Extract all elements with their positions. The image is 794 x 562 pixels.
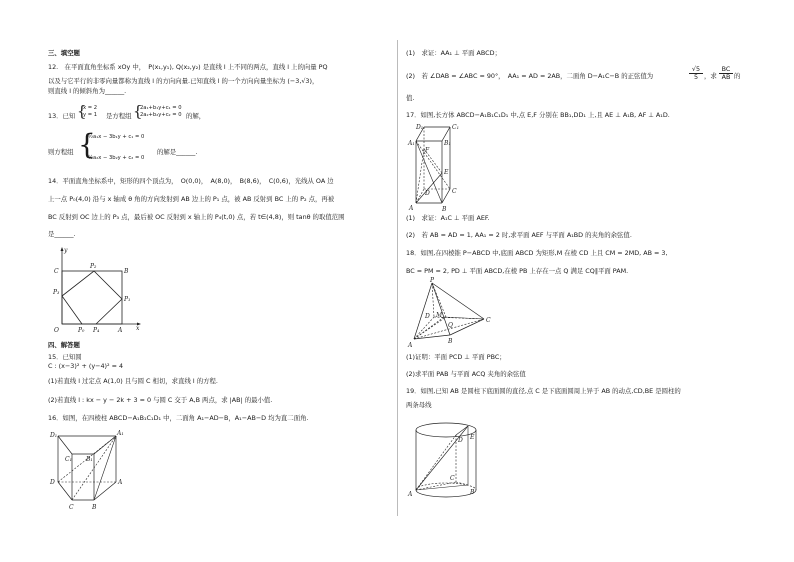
label-P4: P₄ bbox=[93, 327, 100, 334]
label-D: D bbox=[425, 190, 430, 197]
label-P0: P₀ bbox=[78, 327, 85, 334]
q16-figure bbox=[50, 428, 140, 512]
label-B1: B₁ bbox=[86, 456, 93, 463]
seg-AE bbox=[416, 426, 468, 490]
q13-suffix3: 的解是______. bbox=[157, 148, 198, 156]
section-answer-title: 四、解答题 bbox=[48, 341, 80, 349]
label-B: B bbox=[92, 504, 97, 511]
label-F: F bbox=[425, 147, 430, 154]
label-C1: C₁ bbox=[452, 124, 459, 131]
q14-line2: 上一点 P₀(4,0) 沿与 x 轴成 θ 角的方向发射到 AB 边上的 P₁ 点，被 AB 反射到 BC 上的 P₂ 点，再被 bbox=[48, 195, 335, 203]
label-A1: A₁ bbox=[117, 430, 124, 437]
q12-line1: 12. 在平面直角坐标系 xOy 中， P(x₁,y₁), Q(x₂,y₂) 是直线 l 上不同的两点，直线 l 上的向量 PQ bbox=[48, 63, 328, 71]
q12-line3: 则直线 l 的倾斜角为______. bbox=[48, 87, 127, 95]
label-A: A bbox=[408, 491, 413, 498]
q17-part2: (2) 若 AB = AD = 1, AA₁ = 2 时,求平面 AEF 与平面 A₁BD 的夹角的余弦值. bbox=[406, 231, 632, 239]
q17-figure bbox=[410, 121, 480, 213]
label-D1: D₁ bbox=[50, 432, 58, 439]
label-P: P bbox=[430, 277, 435, 284]
sine-fraction-num: √5 bbox=[689, 66, 703, 74]
label-D: D bbox=[425, 313, 430, 320]
q15-line2: C : (x−3)² + (y−4)² = 4 bbox=[48, 362, 124, 370]
sine-fraction-den: 5 bbox=[693, 73, 699, 81]
seg-AQ bbox=[414, 317, 444, 339]
light-path bbox=[62, 271, 122, 324]
label-A1: A₁ bbox=[408, 140, 415, 147]
label-E: E bbox=[470, 434, 475, 441]
label-P1: P₁ bbox=[124, 296, 131, 303]
q13-eq-a: 2a₁+b₁y+c₁ = 0 bbox=[140, 105, 182, 111]
q16-part2-a: (2) 若 ∠DAB = ∠ABC = 90°， AA₁ = AD = 2AB，二面角 D−A₁C−B 的正弦值为 bbox=[406, 72, 654, 80]
bottom-circle-front bbox=[416, 490, 476, 497]
label-D1: D₁ bbox=[416, 124, 424, 131]
q19-line2: 两条母线 bbox=[406, 401, 432, 409]
q18-part1: (1)证明：平面 PCD ⊥ 平面 PBC； bbox=[406, 353, 506, 361]
right-column bbox=[406, 0, 750, 562]
label-D: D bbox=[458, 437, 463, 444]
q14-line3: BC 反射到 OC 边上的 P₃ 点，最后被 OC 反射到 x 轴上的 P₄(t,0) 点，若 t∈(4,8)，则 tanθ 的取值范围 bbox=[48, 213, 345, 221]
section-fill-in-title: 三、填空题 bbox=[48, 49, 80, 57]
label-B: B bbox=[124, 268, 129, 275]
edge-AD bbox=[414, 317, 434, 339]
label-B1: B₁ bbox=[444, 140, 451, 147]
q13-eq2-a: ½a₁x − 3b₁y + c₁ = 0 bbox=[88, 134, 145, 140]
column-divider bbox=[397, 40, 398, 516]
q19-line1: 19．如图,已知 AB 是圆柱下底面圆的直径,点 C 是下底面圆周上异于 AB 的动点,CD,BE 是圆柱的 bbox=[406, 387, 681, 395]
q13-brace3: { bbox=[78, 128, 96, 161]
label-P2: P₂ bbox=[90, 263, 97, 270]
q14-figure bbox=[50, 244, 150, 332]
label-O: O bbox=[54, 327, 59, 334]
label-A: A bbox=[408, 342, 413, 349]
label-C: C bbox=[452, 188, 457, 195]
q12-line2: 以及与它平行的非零向量都称为直线 l 的方向向量.已知直线 l 的一个方向向量坐标为 (−3,√3)， bbox=[48, 77, 319, 85]
q14-line4: 是______. bbox=[48, 230, 76, 238]
q16-part2-c: 的 bbox=[734, 72, 741, 80]
edge-C1B1 bbox=[442, 127, 450, 141]
q18-figure bbox=[410, 277, 500, 349]
q16-part2-b: ，求 bbox=[704, 72, 717, 80]
label-A: A bbox=[118, 327, 123, 334]
label-B: B bbox=[470, 489, 475, 496]
q17-part1: (1) 求证：A₁C ⊥ 平面 AEF. bbox=[406, 214, 490, 222]
q13-brace2: { bbox=[133, 102, 143, 120]
label-A: A bbox=[409, 205, 414, 212]
q18-line1: 18．如图,在四棱锥 P−ABCD 中,底面 ABCD 为矩形,M 在棱 CD 上且 CM = 2MD, AB = 3, bbox=[406, 249, 668, 257]
q13-eq-b: 2a₂+b₂y+c₂ = 0 bbox=[140, 112, 182, 118]
label-D: D bbox=[50, 479, 55, 486]
label-A: A bbox=[118, 479, 123, 486]
q13-suffix1: 是方程组 bbox=[106, 112, 132, 120]
q15-line3: (1)若直线 l 过定点 A(1,0) 且与圆 C 相切，求直线 l 的方程. bbox=[48, 377, 218, 385]
diag-BA1 bbox=[94, 436, 116, 500]
label-M: M bbox=[436, 312, 443, 319]
label-B: B bbox=[442, 206, 447, 213]
ratio-fraction-num: BC bbox=[719, 66, 733, 74]
label-Q: Q bbox=[448, 322, 453, 329]
q15-line1: 15．已知圆 bbox=[48, 353, 82, 361]
q13-eq2-b: ½a₂x − 3b₂y + c₂ = 0 bbox=[88, 155, 145, 161]
q16-part2-d: 值. bbox=[406, 94, 415, 102]
label-C: C bbox=[69, 504, 74, 511]
q18-part2: (2)求平面 PAB 与平面 ACQ 夹角的余弦值 bbox=[406, 370, 526, 378]
q13-cond-a: x = 2 bbox=[83, 105, 98, 111]
q13-suffix2: 的解， bbox=[186, 112, 206, 120]
edge-AB bbox=[414, 335, 450, 339]
left-column bbox=[48, 0, 390, 562]
seg-CQ bbox=[444, 317, 484, 319]
q15-line4: (2)若直线 l : kx − y − 2k + 3 = 0 与圆 C 交于 A,B 两点，求 |AB| 的最小值. bbox=[48, 396, 273, 404]
q19-figure bbox=[410, 418, 490, 504]
label-x: x bbox=[136, 325, 140, 332]
label-C: C bbox=[54, 268, 59, 275]
edge-PA bbox=[414, 283, 432, 339]
top-circle bbox=[416, 423, 476, 437]
q16-line1: 16．如图，在四棱柱 ABCD−A₁B₁C₁D₁ 中，二面角 A₁−AD−B，A₁−AB−D 均为直二面角. bbox=[48, 414, 309, 422]
q13-line2-prefix: 则方程组 bbox=[48, 148, 74, 156]
label-C: C bbox=[450, 475, 455, 482]
q16-part1: (1) 求证：AA₁ ⊥ 平面 ABCD； bbox=[406, 49, 501, 57]
label-C: C bbox=[486, 317, 491, 324]
rectangle-OABC bbox=[62, 271, 122, 324]
q14-line1: 14．平面直角坐标系中，矩形的四个顶点为， O(0,0)， A(8,0)， B(8,6)， C(0,6)，光线从 OA 边 bbox=[48, 177, 334, 185]
edge-D1C1 bbox=[58, 436, 72, 454]
label-B: B bbox=[448, 338, 453, 345]
q13-cond-b: y = 1 bbox=[83, 112, 98, 118]
q13-prefix: 13．已知 bbox=[48, 112, 76, 120]
label-C1: C₁ bbox=[65, 456, 72, 463]
q13-brace1: { bbox=[77, 102, 87, 120]
q17-line1: 17．如图,长方体 ABCD−A₁B₁C₁D₁ 中,点 E,F 分别在 BB₁,DD₁ 上,且 AE ⊥ A₁B, AF ⊥ A₁D. bbox=[406, 111, 670, 119]
ratio-fraction-den: AB bbox=[721, 73, 731, 81]
label-y: y bbox=[64, 247, 68, 254]
edge-DC bbox=[58, 482, 72, 500]
seg-AB bbox=[416, 485, 468, 490]
label-P3: P₃ bbox=[53, 289, 60, 296]
label-E: E bbox=[444, 169, 449, 176]
edge-BC bbox=[442, 189, 450, 203]
q18-line2: BC = PM = 2, PD ⊥ 平面 ABCD,在棱 PB 上存在一点 Q 满足 CQ∥平面 PAM. bbox=[406, 267, 629, 275]
